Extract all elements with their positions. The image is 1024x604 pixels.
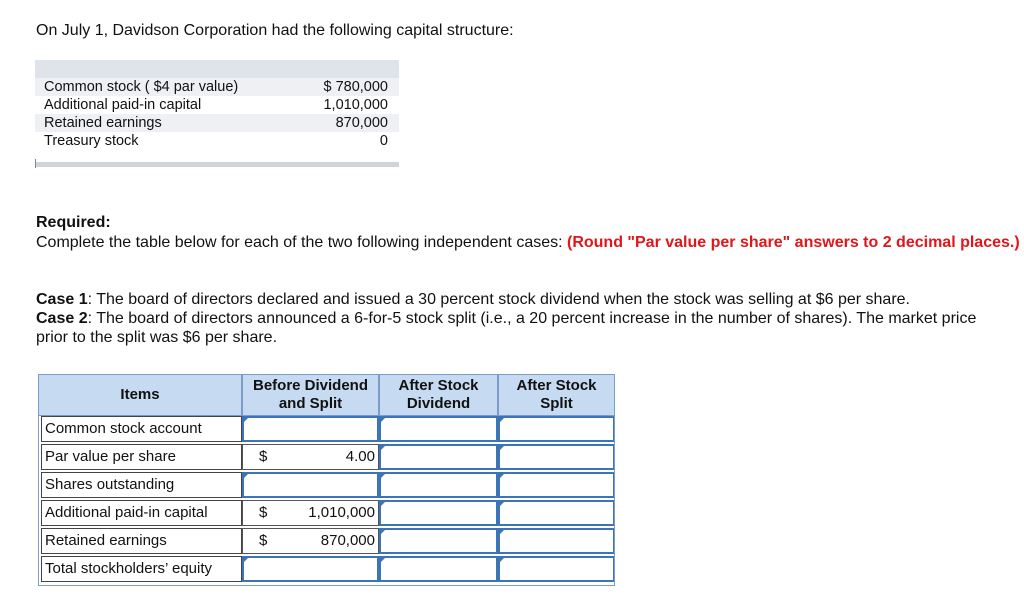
input-total-after-split[interactable] [498, 556, 615, 582]
cell-value: 1,010,000 [308, 504, 375, 521]
row-label-total-equity: Total stockholders’ equity [41, 556, 242, 582]
input-flag-icon [380, 473, 386, 479]
input-re-after-dividend[interactable] [379, 528, 498, 554]
capital-structure-bottom-rule [35, 162, 399, 167]
case-2 [36, 309, 1011, 347]
capital-row-label: Treasury stock [44, 133, 139, 149]
input-par-after-split[interactable] [498, 444, 615, 470]
input-flag-icon [380, 557, 386, 563]
rounding-note: (Round "Par value per share" answers to 2 decimal places.) [567, 234, 1020, 251]
row-label-common-stock: Common stock account [41, 416, 242, 442]
capital-row [35, 132, 399, 150]
input-flag-icon [243, 417, 249, 423]
row-label-apic: Additional paid-in capital [41, 500, 242, 526]
capital-row-value: 870,000 [335, 115, 388, 131]
capital-structure-table [35, 60, 399, 168]
input-shares-before[interactable] [242, 472, 379, 498]
capital-row-label: Additional paid-in capital [44, 97, 202, 113]
case-1-label: Case 1 [36, 291, 88, 308]
capital-row-value: 1,010,000 [323, 97, 388, 113]
input-flag-icon [243, 557, 249, 563]
capital-row-label: Retained earnings [44, 115, 162, 131]
input-total-before[interactable] [242, 556, 379, 582]
capital-structure-header-band [35, 60, 399, 78]
case-2-label: Case 2 [36, 310, 88, 327]
input-common-stock-after-split[interactable] [498, 416, 615, 442]
input-shares-after-split[interactable] [498, 472, 615, 498]
header-items: Items [38, 374, 242, 416]
intro-text: On July 1, Davidson Corporation had the following capital structure: [36, 22, 514, 39]
capital-row-value: 0 [379, 133, 388, 149]
instruction-body: Complete the table below for each of the two following independent cases: [36, 234, 567, 251]
input-apic-after-dividend[interactable] [379, 500, 498, 526]
input-total-after-dividend[interactable] [379, 556, 498, 582]
answer-table [38, 374, 615, 586]
row-label-retained-earnings: Retained earnings [41, 528, 242, 554]
input-common-stock-after-dividend[interactable] [379, 416, 498, 442]
header-after-split: After Stock Split [498, 374, 615, 416]
input-flag-icon [499, 557, 505, 563]
input-apic-after-split[interactable] [498, 500, 615, 526]
input-flag-icon [380, 445, 386, 451]
header-after-dividend: After Stock Dividend [379, 374, 498, 416]
input-flag-icon [380, 529, 386, 535]
row-label-par-value: Par value per share [41, 444, 242, 470]
row-label-shares-outstanding: Shares outstanding [41, 472, 242, 498]
cases-block [36, 290, 1011, 347]
capital-row [35, 96, 399, 114]
case-2-text: : The board of directors announced a 6-for-5 stock split (i.e., a 20 percent increase in the number of shares). The market price prior to the split was $6 per share. [36, 310, 977, 346]
dollar-sign: $ [259, 504, 268, 521]
input-flag-icon [499, 445, 505, 451]
input-flag-icon [380, 501, 386, 507]
input-flag-icon [499, 501, 505, 507]
input-flag-icon [499, 529, 505, 535]
input-re-after-split[interactable] [498, 528, 615, 554]
input-par-after-dividend[interactable] [379, 444, 498, 470]
cell-value: 4.00 [345, 448, 375, 465]
capital-row-label: Common stock ( $4 par value) [44, 79, 239, 95]
input-flag-icon [499, 417, 505, 423]
input-flag-icon [499, 473, 505, 479]
instruction-text [36, 233, 1021, 252]
header-before: Before Dividend and Split [242, 374, 379, 416]
value-par-before [242, 444, 379, 470]
input-flag-icon [243, 473, 249, 479]
cell-value: 870,000 [320, 532, 375, 549]
required-heading: Required: [36, 214, 111, 231]
input-flag-icon [380, 417, 386, 423]
case-1 [36, 290, 1011, 309]
input-shares-after-dividend[interactable] [379, 472, 498, 498]
dollar-sign: $ [259, 448, 268, 465]
input-common-stock-before[interactable] [242, 416, 379, 442]
capital-structure-bottom-tick [35, 159, 36, 168]
value-apic-before [242, 500, 379, 526]
case-1-text: : The board of directors declared and issued a 30 percent stock dividend when the stock was selling at $6 per share. [87, 291, 910, 308]
capital-row [35, 78, 399, 96]
dollar-sign: $ [259, 532, 268, 549]
value-re-before [242, 528, 379, 554]
capital-row-value: $ 780,000 [323, 79, 388, 95]
capital-row [35, 114, 399, 132]
